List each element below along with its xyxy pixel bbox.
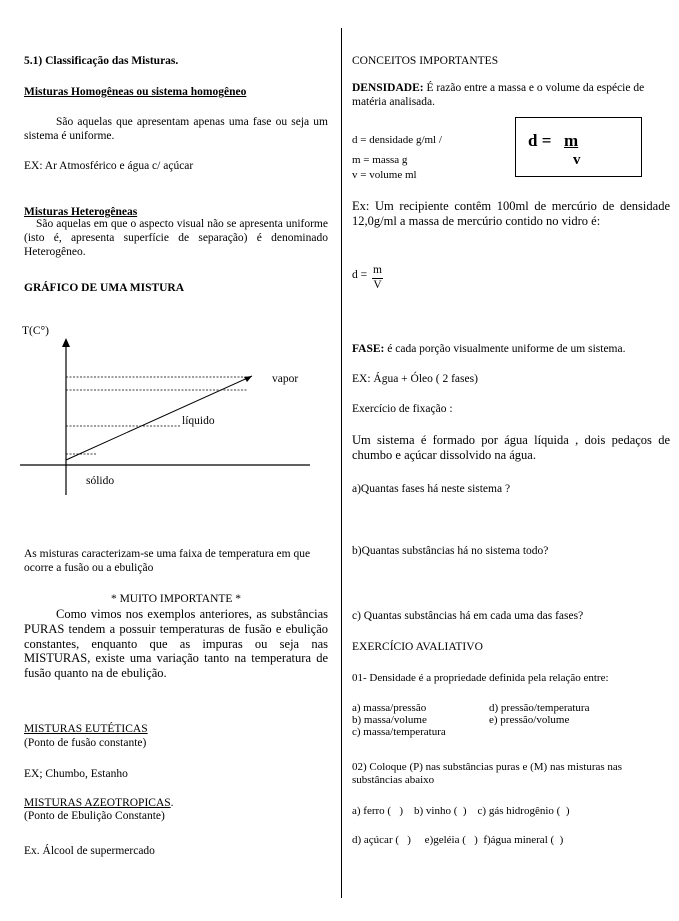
- option-e: e) pressão/volume: [489, 714, 570, 726]
- option-d: d) pressão/temperatura: [489, 702, 590, 714]
- option-a: a) massa/pressão: [352, 702, 427, 714]
- graph-y-label: T(C°): [22, 325, 49, 337]
- graph-y-arrow: [62, 338, 70, 347]
- option-c: c) massa/temperatura: [352, 726, 446, 738]
- example-fraction: [372, 264, 383, 293]
- graph-label-solid: sólido: [86, 475, 115, 487]
- def-mass: m = massa g: [352, 154, 408, 166]
- graph-heading: GRÁFICO DE UMA MISTURA: [24, 282, 185, 294]
- homogeneous-example: EX: Ar Atmosférico e água c/ açúcar: [24, 160, 194, 172]
- important-text: Como vimos nos exemplos anteriores, as substâncias PURAS tendem a possuir temperaturas de fusão e ebulição constantes, enquanto que as impuras ou seja nas MISTURAS, existe uma variação tanto na temperatura de fusão quanto na de ebulição.: [24, 607, 328, 680]
- column-divider: [341, 28, 342, 898]
- section-title: 5.1) Classificação das Misturas.: [24, 55, 179, 67]
- azeotropic-heading: [24, 797, 174, 811]
- heterogeneous-heading: Misturas Heterogêneas: [24, 206, 138, 218]
- phase-definition: [352, 343, 670, 357]
- phase-text: é cada porção visualmente uniforme de um sistema.: [384, 343, 626, 355]
- azeotropic-heading-text: MISTURAS AZEOTROPICAS: [24, 797, 171, 809]
- density-label: DENSIDADE:: [352, 82, 424, 94]
- formula-lhs: d =: [528, 131, 552, 150]
- example-formula: [352, 264, 383, 293]
- def-density: d = densidade g/ml /: [352, 134, 442, 146]
- example-formula-lhs: d =: [352, 268, 368, 281]
- eutetic-example: EX; Chumbo, Estanho: [24, 768, 128, 780]
- items-row-2: d) açúcar ( ) e)geléia ( ) f)água mineral ( ): [352, 834, 564, 846]
- question-b: b)Quantas substâncias há no sistema todo?: [352, 545, 549, 557]
- phase-label: FASE:: [352, 343, 385, 355]
- important-title: * MUITO IMPORTANTE *: [110, 593, 242, 605]
- question-02: 02) Coloque (P) nas substâncias puras e (M) nas misturas nas substâncias abaixo: [352, 761, 623, 787]
- mixture-graph: [20, 320, 320, 500]
- density-text: É razão entre a massa e o volume da espécie de matéria analisada.: [352, 82, 645, 108]
- concepts-title: CONCEITOS IMPORTANTES: [352, 55, 499, 67]
- eutetic-heading: [24, 723, 148, 737]
- phase-example: EX: Água + Óleo ( 2 fases): [352, 373, 478, 385]
- heterogeneous-text: São aquelas em que o aspecto visual não se apresenta uniforme (isto é, apresenta superfície de separação) é denominado Heterogêneo.: [24, 218, 328, 258]
- exercise-text: Um sistema é formado por água líquida , dois pedaços de chumbo e açúcar dissolvido na água.: [352, 433, 670, 462]
- density-formula-box: [515, 117, 642, 177]
- example-fraction-den: V: [373, 278, 382, 291]
- azeotropic-heading-dot: .: [170, 797, 174, 809]
- range-text: As misturas caracterizam-se uma faixa de temperatura em que ocorre a fusão ou a ebulição: [24, 548, 311, 574]
- formula-numerator: m: [564, 131, 579, 150]
- graph-label-vapor: vapor: [272, 373, 299, 385]
- graph-curve: [66, 376, 252, 460]
- eutetic-subtitle: (Ponto de fusão constante): [24, 737, 147, 749]
- eutetic-heading-text: MISTURAS EUTÉTICAS: [24, 723, 148, 735]
- density-definition: [352, 82, 670, 110]
- azeotropic-example: Ex. Álcool de supermercado: [24, 845, 155, 857]
- graph-label-liquid: líquido: [182, 415, 215, 427]
- option-b: b) massa/volume: [352, 714, 427, 726]
- azeotropic-subtitle: (Ponto de Ebulição Constante): [24, 810, 165, 822]
- density-example-text: Ex: Um recipiente contêm 100ml de mercúrio de densidade 12,0g/ml a massa de mercúrio contido no vidro é:: [352, 199, 670, 228]
- homogeneous-heading: Misturas Homogêneas ou sistema homogêneo: [24, 86, 247, 98]
- homogeneous-text: São aquelas que apresentam apenas uma fase ou seja um sistema é uniforme.: [24, 116, 328, 142]
- items-row-1: a) ferro ( ) b) vinho ( ) c) gás hidrogênio ( ): [352, 805, 570, 817]
- exercise-title: Exercício de fixação :: [352, 403, 453, 415]
- question-a: a)Quantas fases há neste sistema ?: [352, 483, 511, 495]
- formula-denominator: v: [573, 152, 581, 168]
- def-volume: v = volume ml: [352, 169, 417, 181]
- evaluation-title: EXERCÍCIO AVALIATIVO: [352, 641, 483, 653]
- question-01: 01- Densidade é a propriedade definida pela relação entre:: [352, 672, 609, 684]
- question-c: c) Quantas substâncias há em cada uma das fases?: [352, 610, 584, 622]
- example-fraction-num: m: [372, 264, 383, 279]
